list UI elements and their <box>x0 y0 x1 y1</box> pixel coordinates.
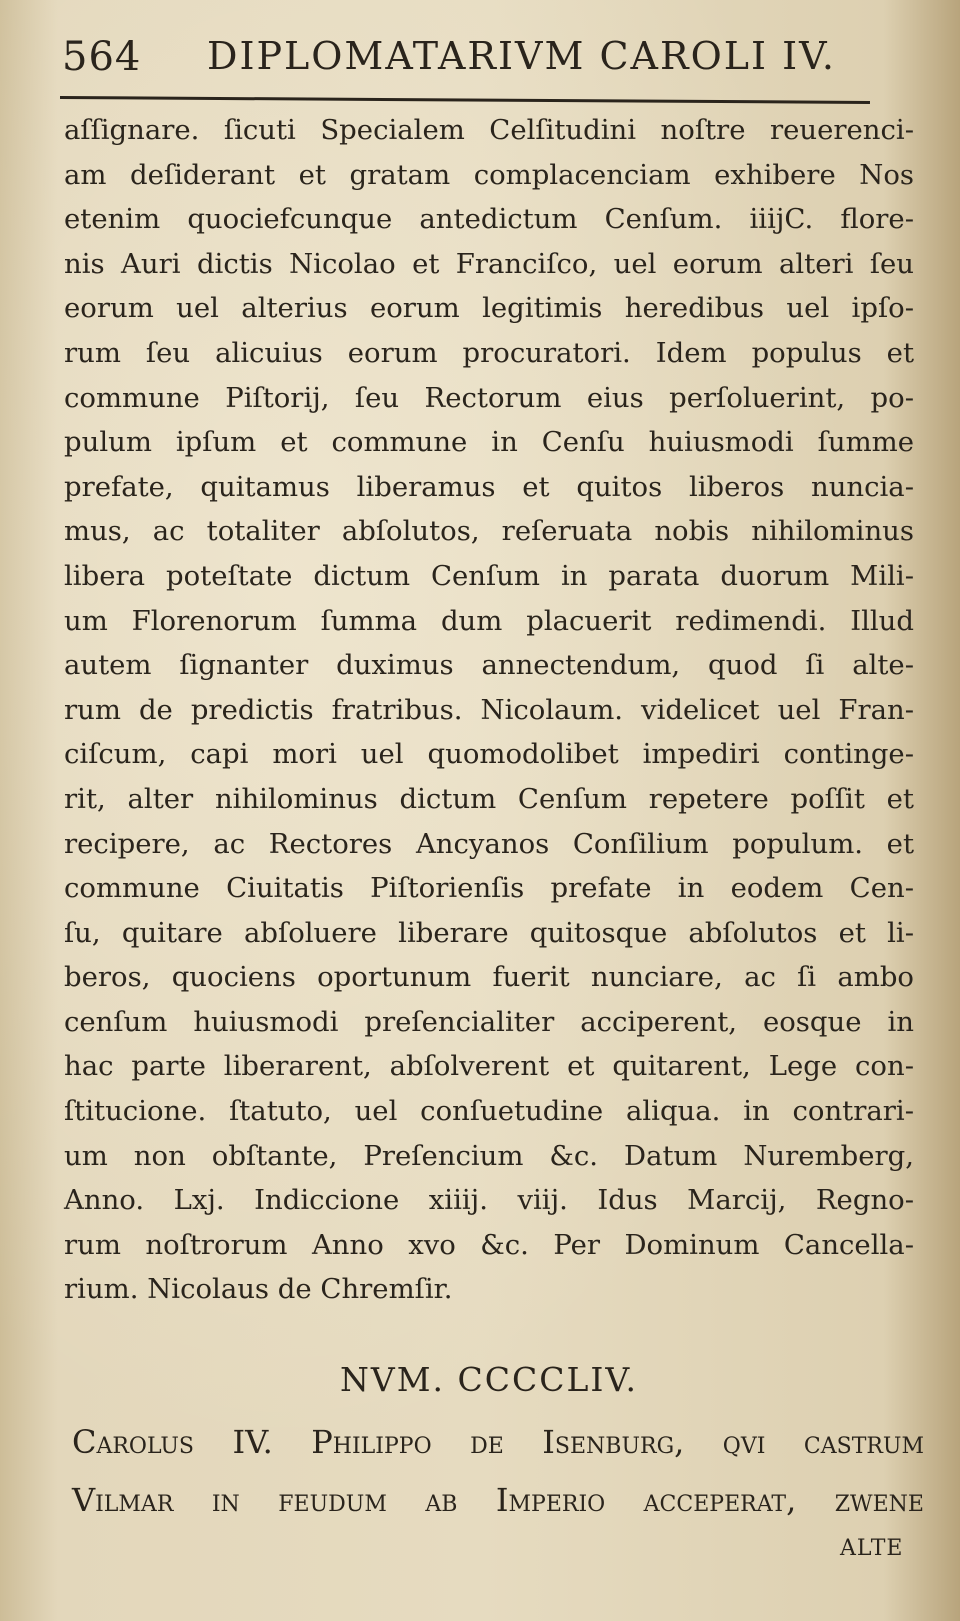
text-line: libera poteſtate dictum Cenſum in parata duorum Mili- <box>64 559 914 592</box>
document-body <box>64 108 914 1312</box>
text-line: autem ſignanter duximus annectendum, quod ſi alte- <box>64 649 914 682</box>
text-line: um Florenorum ſumma dum placuerit redimendi. Illud <box>64 604 914 637</box>
text-line: beros, quociens oportunum fuerit nunciare, ac ſi ambo <box>64 961 914 994</box>
text-line: nis Auri dictis Nicolao et Franciſco, uel eorum alteri ſeu <box>64 247 914 280</box>
text-line: pulum ipſum et commune in Cenſu huiusmodi ſumme <box>64 426 914 459</box>
text-line: commune Piſtorij, ſeu Rectorum eius perſoluerint, po- <box>64 381 914 414</box>
text-line: ciſcum, capi mori uel quomodolibet impediri continge- <box>64 738 914 771</box>
catchword: ALTE <box>840 1536 904 1561</box>
text-line: um non obſtante, Preſencium &c. Datum Nuremberg, <box>64 1139 914 1172</box>
text-line: rium. Nicolaus de Chremſir. <box>64 1273 453 1306</box>
section-summary <box>72 1413 924 1529</box>
text-line: eorum uel alterius eorum legitimis heredibus uel ipſo- <box>64 292 914 325</box>
text-line: commune Ciuitatis Piſtorienſis prefate in eodem Cen- <box>64 872 914 905</box>
text-line: mus, ac totaliter abſolutos, reſeruata nobis nihilominus <box>64 515 914 548</box>
text-line: rum noſtrorum Anno xvo &c. Per Dominum Cancella- <box>64 1228 914 1261</box>
text-line: prefate, quitamus liberamus et quitos liberos nuncia- <box>64 470 914 503</box>
section-heading: NVM. CCCCLIV. <box>340 1360 638 1399</box>
text-line: rit, alter nihilominus dictum Cenſum repetere poſſit et <box>64 782 914 815</box>
text-line: cenſum huiusmodi preſencialiter acciperent, eosque in <box>64 1005 914 1038</box>
text-line: ſu, quitare abſoluere liberare quitosque abſolutos et li- <box>64 916 914 949</box>
text-line: hac parte liberarent, abſolverent et quitarent, Lege con- <box>64 1050 914 1083</box>
text-line: recipere, ac Rectores Ancyanos Conſilium populum. et <box>64 827 914 860</box>
text-line: etenim quociefcunque antedictum Cenſum. iiijC. flore- <box>64 203 914 236</box>
text-line: Anno. Lxj. Indiccione xiiij. viij. Idus Marcij, Regno- <box>64 1184 914 1217</box>
page-header <box>62 30 922 90</box>
text-line: rum de predictis fratribus. Nicolaum. videlicet uel Fran- <box>64 693 914 726</box>
text-line: ſtitucione. ſtatuto, uel conſuetudine aliqua. in contrari- <box>64 1095 914 1128</box>
running-head: DIPLOMATARIVM CAROLI IV. <box>207 34 836 78</box>
text-line: rum ſeu alicuius eorum procuratori. Idem populus et <box>64 336 914 369</box>
page-number: 564 <box>62 34 142 80</box>
header-rule <box>60 96 870 104</box>
text-line: aſſignare. ſicuti Specialem Celſitudini noſtre reuerenci- <box>64 114 914 146</box>
text-line: am deſiderant et gratam complacenciam exhibere Nos <box>64 158 914 191</box>
summary-line: Carolus IV. Philippo de Isenburg, qvi caſtrum <box>72 1423 924 1461</box>
summary-line: Vilmar in feudum ab Imperio acceperat, zwene <box>72 1481 924 1519</box>
